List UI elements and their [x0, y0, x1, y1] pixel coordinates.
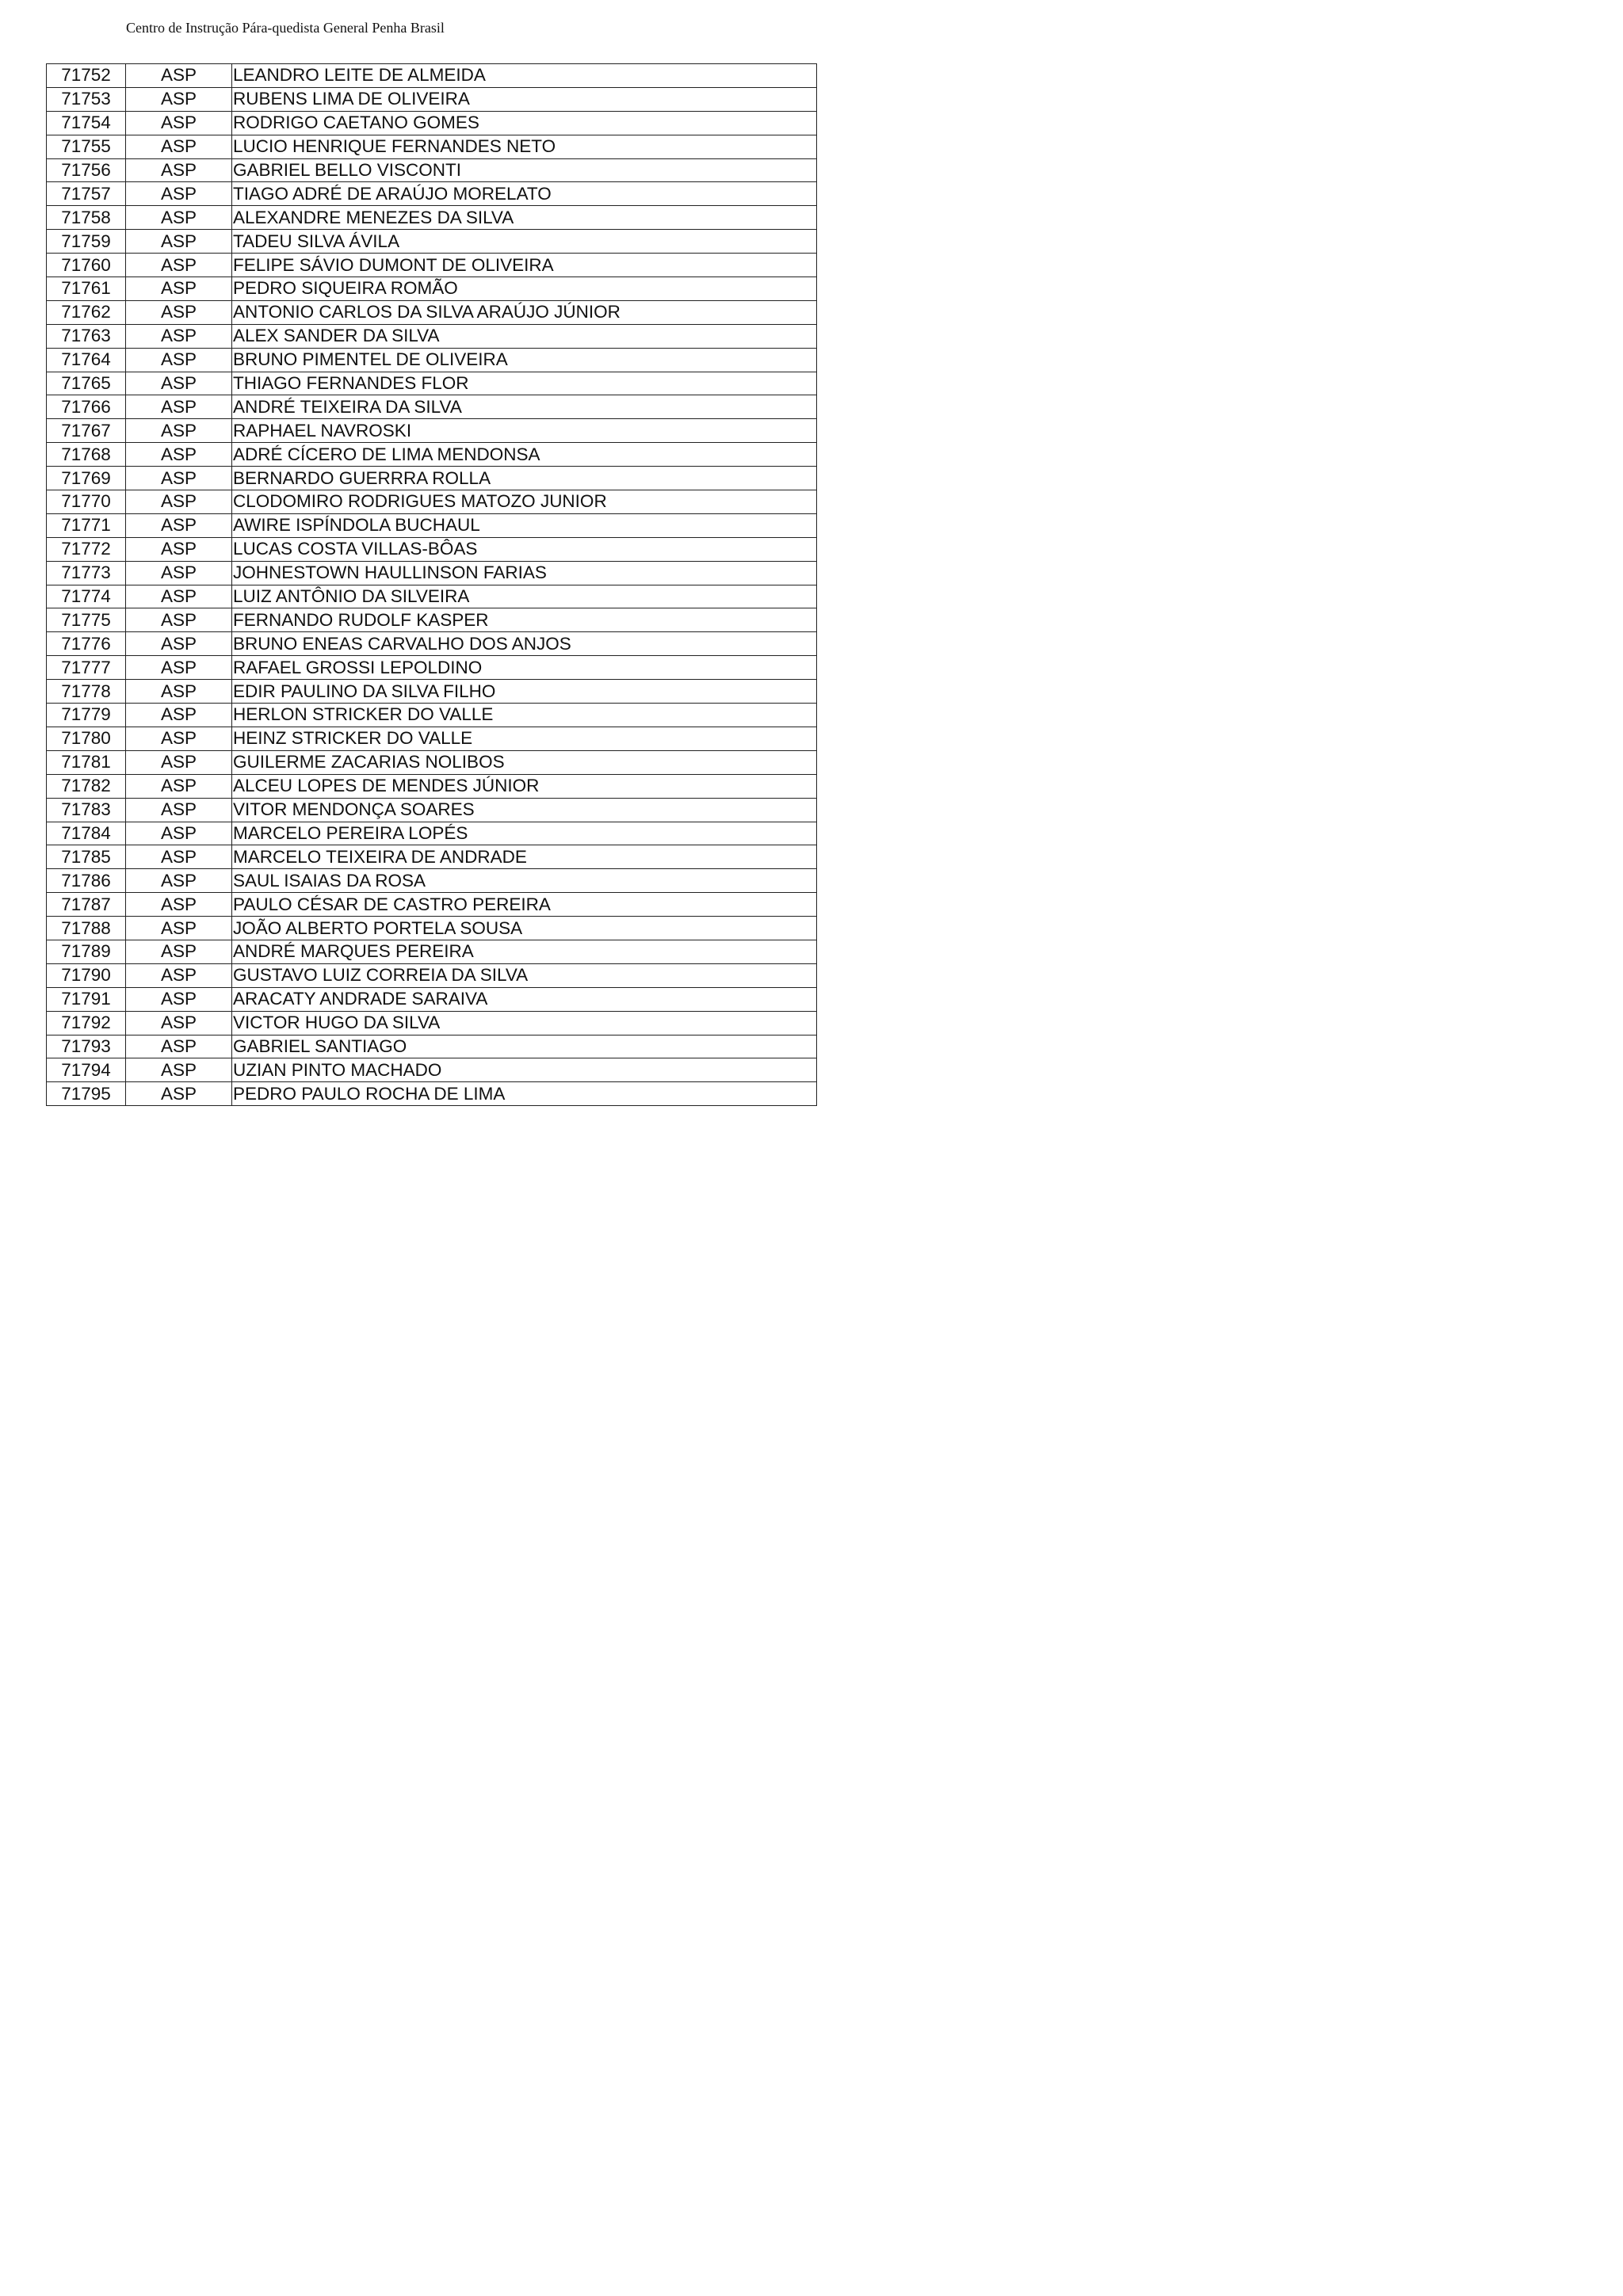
table-cell-rank: ASP	[126, 443, 232, 467]
table-row	[47, 64, 817, 88]
table-row	[47, 917, 817, 940]
table-cell-number: 71784	[47, 822, 126, 845]
table-cell-name: FERNANDO RUDOLF KASPER	[232, 608, 817, 632]
table-row	[47, 680, 817, 704]
document-page	[0, 0, 872, 1232]
table-cell-rank: ASP	[126, 917, 232, 940]
table-row	[47, 467, 817, 490]
table-cell-rank: ASP	[126, 987, 232, 1011]
table-cell-name: LUCIO HENRIQUE FERNANDES NETO	[232, 135, 817, 158]
table-cell-number: 71775	[47, 608, 126, 632]
table-cell-name: VICTOR HUGO DA SILVA	[232, 1011, 817, 1035]
table-cell-name: PEDRO SIQUEIRA ROMÃO	[232, 277, 817, 301]
table-cell-number: 71755	[47, 135, 126, 158]
table-cell-number: 71778	[47, 680, 126, 704]
table-cell-rank: ASP	[126, 963, 232, 987]
table-cell-name: ANDRÉ MARQUES PEREIRA	[232, 940, 817, 963]
table-cell-number: 71765	[47, 372, 126, 395]
table-cell-name: PEDRO PAULO ROCHA DE LIMA	[232, 1082, 817, 1106]
table-cell-rank: ASP	[126, 372, 232, 395]
table-cell-number: 71773	[47, 561, 126, 585]
table-row	[47, 585, 817, 608]
table-cell-number: 71766	[47, 395, 126, 419]
table-cell-name: MARCELO TEIXEIRA DE ANDRADE	[232, 845, 817, 869]
table-cell-number: 71752	[47, 64, 126, 88]
table-row	[47, 963, 817, 987]
table-cell-number: 71771	[47, 513, 126, 537]
table-cell-number: 71781	[47, 750, 126, 774]
table-cell-number: 71764	[47, 348, 126, 372]
table-row	[47, 704, 817, 727]
table-cell-rank: ASP	[126, 1058, 232, 1082]
table-cell-number: 71794	[47, 1058, 126, 1082]
table-cell-number: 71786	[47, 869, 126, 893]
table-cell-number: 71756	[47, 158, 126, 182]
table-cell-name: ADRÉ CÍCERO DE LIMA MENDONSA	[232, 443, 817, 467]
table-cell-number: 71757	[47, 182, 126, 206]
table-row	[47, 1035, 817, 1058]
table-cell-name: ANDRÉ TEIXEIRA DA SILVA	[232, 395, 817, 419]
table-cell-name: CLODOMIRO RODRIGUES MATOZO JUNIOR	[232, 490, 817, 514]
table-cell-rank: ASP	[126, 324, 232, 348]
table-row	[47, 608, 817, 632]
roster-table	[46, 63, 817, 1106]
table-row	[47, 1058, 817, 1082]
table-cell-rank: ASP	[126, 135, 232, 158]
table-cell-name: VITOR MENDONÇA SOARES	[232, 798, 817, 822]
table-row	[47, 300, 817, 324]
table-cell-rank: ASP	[126, 774, 232, 798]
table-row	[47, 1082, 817, 1106]
table-cell-rank: ASP	[126, 608, 232, 632]
table-row	[47, 324, 817, 348]
table-cell-name: AWIRE ISPÍNDOLA BUCHAUL	[232, 513, 817, 537]
table-row	[47, 254, 817, 277]
table-cell-rank: ASP	[126, 893, 232, 917]
table-cell-name: ARACATY ANDRADE SARAIVA	[232, 987, 817, 1011]
table-cell-number: 71770	[47, 490, 126, 514]
table-cell-name: HEINZ STRICKER DO VALLE	[232, 727, 817, 750]
table-cell-rank: ASP	[126, 750, 232, 774]
table-cell-number: 71790	[47, 963, 126, 987]
table-cell-rank: ASP	[126, 490, 232, 514]
table-cell-rank: ASP	[126, 632, 232, 656]
table-cell-rank: ASP	[126, 822, 232, 845]
table-cell-rank: ASP	[126, 798, 232, 822]
table-cell-number: 71791	[47, 987, 126, 1011]
table-cell-rank: ASP	[126, 727, 232, 750]
table-cell-name: GUSTAVO LUIZ CORREIA DA SILVA	[232, 963, 817, 987]
table-cell-number: 71759	[47, 230, 126, 254]
table-row	[47, 158, 817, 182]
table-cell-name: HERLON STRICKER DO VALLE	[232, 704, 817, 727]
table-cell-name: RODRIGO CAETANO GOMES	[232, 111, 817, 135]
table-cell-name: LEANDRO LEITE DE ALMEIDA	[232, 64, 817, 88]
table-cell-number: 71763	[47, 324, 126, 348]
table-cell-number: 71761	[47, 277, 126, 301]
table-cell-rank: ASP	[126, 537, 232, 561]
table-cell-name: THIAGO FERNANDES FLOR	[232, 372, 817, 395]
table-cell-name: RAFAEL GROSSI LEPOLDINO	[232, 656, 817, 680]
table-cell-number: 71780	[47, 727, 126, 750]
table-cell-rank: ASP	[126, 1082, 232, 1106]
table-cell-name: ANTONIO CARLOS DA SILVA ARAÚJO JÚNIOR	[232, 300, 817, 324]
table-row	[47, 419, 817, 443]
table-cell-name: GABRIEL BELLO VISCONTI	[232, 158, 817, 182]
table-cell-rank: ASP	[126, 680, 232, 704]
table-row	[47, 206, 817, 230]
table-cell-rank: ASP	[126, 1035, 232, 1058]
table-cell-name: BERNARDO GUERRRA ROLLA	[232, 467, 817, 490]
table-cell-name: ALEX SANDER DA SILVA	[232, 324, 817, 348]
table-row	[47, 135, 817, 158]
table-cell-number: 71774	[47, 585, 126, 608]
table-row	[47, 774, 817, 798]
table-cell-number: 71768	[47, 443, 126, 467]
table-cell-name: SAUL ISAIAS DA ROSA	[232, 869, 817, 893]
table-cell-name: JOÃO ALBERTO PORTELA SOUSA	[232, 917, 817, 940]
table-row	[47, 230, 817, 254]
table-cell-number: 71789	[47, 940, 126, 963]
table-row	[47, 395, 817, 419]
table-cell-rank: ASP	[126, 87, 232, 111]
table-cell-number: 71787	[47, 893, 126, 917]
table-cell-number: 71795	[47, 1082, 126, 1106]
table-cell-rank: ASP	[126, 513, 232, 537]
table-row	[47, 987, 817, 1011]
roster-body	[47, 64, 817, 1106]
table-row	[47, 656, 817, 680]
table-cell-name: ALEXANDRE MENEZES DA SILVA	[232, 206, 817, 230]
table-row	[47, 727, 817, 750]
table-cell-number: 71792	[47, 1011, 126, 1035]
table-row	[47, 443, 817, 467]
table-cell-number: 71788	[47, 917, 126, 940]
table-cell-name: LUIZ ANTÔNIO DA SILVEIRA	[232, 585, 817, 608]
table-cell-name: BRUNO PIMENTEL DE OLIVEIRA	[232, 348, 817, 372]
table-cell-name: JOHNESTOWN HAULLINSON FARIAS	[232, 561, 817, 585]
table-cell-name: LUCAS COSTA VILLAS-BÔAS	[232, 537, 817, 561]
table-cell-rank: ASP	[126, 656, 232, 680]
table-row	[47, 513, 817, 537]
table-cell-name: UZIAN PINTO MACHADO	[232, 1058, 817, 1082]
table-cell-number: 71769	[47, 467, 126, 490]
table-cell-number: 71776	[47, 632, 126, 656]
table-row	[47, 893, 817, 917]
table-cell-number: 71782	[47, 774, 126, 798]
table-cell-rank: ASP	[126, 869, 232, 893]
table-cell-rank: ASP	[126, 254, 232, 277]
table-cell-rank: ASP	[126, 940, 232, 963]
table-row	[47, 561, 817, 585]
table-cell-rank: ASP	[126, 230, 232, 254]
table-row	[47, 87, 817, 111]
table-cell-number: 71758	[47, 206, 126, 230]
table-row	[47, 537, 817, 561]
table-cell-name: RAPHAEL NAVROSKI	[232, 419, 817, 443]
table-row	[47, 372, 817, 395]
table-row	[47, 845, 817, 869]
table-cell-number: 71762	[47, 300, 126, 324]
table-row	[47, 632, 817, 656]
table-row	[47, 111, 817, 135]
table-cell-rank: ASP	[126, 277, 232, 301]
table-row	[47, 1011, 817, 1035]
table-cell-number: 71783	[47, 798, 126, 822]
table-cell-name: TADEU SILVA ÁVILA	[232, 230, 817, 254]
table-cell-rank: ASP	[126, 419, 232, 443]
table-row	[47, 750, 817, 774]
table-cell-rank: ASP	[126, 206, 232, 230]
table-cell-name: ALCEU LOPES DE MENDES JÚNIOR	[232, 774, 817, 798]
table-cell-name: PAULO CÉSAR DE CASTRO PEREIRA	[232, 893, 817, 917]
table-cell-rank: ASP	[126, 704, 232, 727]
table-cell-rank: ASP	[126, 467, 232, 490]
table-cell-rank: ASP	[126, 845, 232, 869]
table-cell-number: 71767	[47, 419, 126, 443]
table-cell-rank: ASP	[126, 111, 232, 135]
table-cell-number: 71760	[47, 254, 126, 277]
table-cell-rank: ASP	[126, 1011, 232, 1035]
table-row	[47, 277, 817, 301]
table-cell-name: MARCELO PEREIRA LOPÉS	[232, 822, 817, 845]
table-cell-name: RUBENS LIMA DE OLIVEIRA	[232, 87, 817, 111]
table-cell-name: TIAGO ADRÉ DE ARAÚJO MORELATO	[232, 182, 817, 206]
table-row	[47, 869, 817, 893]
table-row	[47, 822, 817, 845]
table-cell-rank: ASP	[126, 561, 232, 585]
table-cell-rank: ASP	[126, 395, 232, 419]
table-cell-number: 71777	[47, 656, 126, 680]
table-cell-number: 71753	[47, 87, 126, 111]
table-row	[47, 798, 817, 822]
table-cell-number: 71754	[47, 111, 126, 135]
table-cell-number: 71772	[47, 537, 126, 561]
table-cell-name: GUILERME ZACARIAS NOLIBOS	[232, 750, 817, 774]
table-row	[47, 348, 817, 372]
table-cell-rank: ASP	[126, 300, 232, 324]
table-cell-name: BRUNO ENEAS CARVALHO DOS ANJOS	[232, 632, 817, 656]
table-cell-number: 71793	[47, 1035, 126, 1058]
table-cell-number: 71779	[47, 704, 126, 727]
table-cell-rank: ASP	[126, 348, 232, 372]
table-cell-number: 71785	[47, 845, 126, 869]
table-cell-rank: ASP	[126, 64, 232, 88]
table-cell-name: EDIR PAULINO DA SILVA FILHO	[232, 680, 817, 704]
table-cell-name: GABRIEL SANTIAGO	[232, 1035, 817, 1058]
table-row	[47, 490, 817, 514]
table-cell-rank: ASP	[126, 585, 232, 608]
table-row	[47, 182, 817, 206]
table-cell-name: FELIPE SÁVIO DUMONT DE OLIVEIRA	[232, 254, 817, 277]
document-header: Centro de Instrução Pára-quedista General Penha Brasil	[126, 20, 445, 36]
table-cell-rank: ASP	[126, 158, 232, 182]
table-cell-rank: ASP	[126, 182, 232, 206]
table-row	[47, 940, 817, 963]
